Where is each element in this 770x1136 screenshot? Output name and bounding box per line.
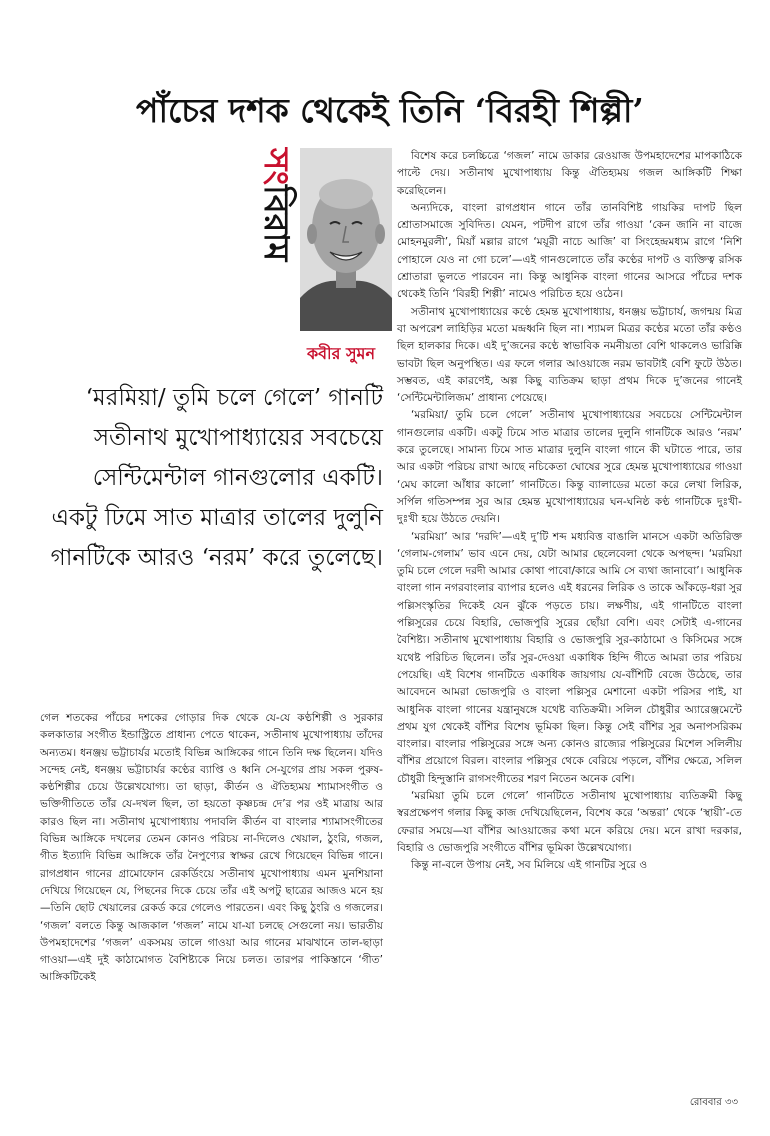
portrait-illustration [300, 148, 392, 331]
section-label [256, 148, 296, 261]
paragraph: গেল শতকের পাঁচের দশকের গোড়ার দিক থেকে যে-যে কণ্ঠশিল্পী ও সুরকার কলকাতার সংগীত ইন্ডাস্ট্রিতে প্রাধান্য পেতে থাকেন, সতীনাথ মুখোপাধ্যায় তাঁদের অন্যতম। ধনঞ্জয় ভট্টাচার্যর মতোই বিভিন্ন আঙ্গিকের গানে তিনি দক্ষ ছিলেন। যদিও সন্দেহ নেই, ধনঞ্জয় ভট্টাচার্যর কণ্ঠের ব্যাপ্তি ও ধ্বনি সে-যুগের প্রায় সকল পুরুষ-কণ্ঠশিল্পীর চেয়ে উল্লেখযোগ্য। তা ছাড়া, কীর্তন ও ঐতিহ্যময় শ্যামাসংগীত ও ভক্তিগীতিতে তাঁর যে-দখল ছিল, তা হয়তো কৃষ্ণচন্দ্র দে’র পর ওই মাত্রায় আর কারও ছিল না। সতীনাথ মুখোপাধ্যায় পদাবলি কীর্তন বা বাংলার শ্যামাসংগীতের বিভিন্ন আঙ্গিকে দখলের তেমন কোনও পরিচয় না-দিলেও খেয়াল, ঠুংরি, গজল, গীত ইত্যাদি বিভিন্ন আঙ্গিকে তাঁর নৈপুণ্যের স্বাক্ষর রেখে গিয়েছেন বিভিন্ন গানে। রাগপ্রধান গানের গ্রামোফোন রেকর্ডিংয়ে সতীনাথ মুখোপাধ্যায় এমন মুনশিয়ানা দেখিয়ে গিয়েছেন যে, পিছনের দিকে চেয়ে তাঁর এই অপটু ছাত্রের আজও মনে হয়—তিনি ছোট খেয়ালের রেকর্ড করে গেলেও পারতেন। এবং কিছু ঠুংরি ও গজলের। ‘গজল’ বলতে কিন্তু আজকাল ‘গজল’ নামে যা-যা চলছে সেগুলো নয়। ভারতীয় উপমহাদেশের ‘গজল’ একসময় তালে গাওয়া আর গানের মাঝখানে তাল-ছাড়া গাওয়া—এই দুই কাঠামোগত বৈশিষ্ট্যকে নিয়ে চলত। তারপর পাকিস্তানে ‘গীত’ আঙ্গিকটিকেই [40, 712, 383, 984]
paragraph: ‘মরমিয়া’ আর ‘দরদি’—এই দু’টি শব্দ মধ্যবিত্ত বাঙালি মানসে একটা অতিরিক্ত ‘গেলাম-গেলাম’ ভাব এনে দেয়, যেটা আমার ছেলেবেলা থেকে অপছন্দ। ‘মরমিয়া তুমি চলে গেলে দরদী আমার কোথা পাবো/কারে আমি সে ব্যথা জানাবো’। আধুনিক বাংলা গান নগরবাংলার ব্যাপার হলেও এই ধরনের লিরিক ও তাকে আঁকড়ে-ধরা সুর পল্লিসংস্কৃতির দিকেই যেন ঝুঁকে পড়তে চায়। লক্ষণীয়, এই গানটিতে বাংলা পল্লিসুরের চেয়ে বিহারি, ভোজপুরি সুরের ছোঁয়া বেশি। এবং সেটাই এ-গানের বৈশিষ্ট্য। সতীনাথ মুখোপাধ্যায় বিহারি ও ভোজপুরি সুর-কাঠামো ও কিসিমের সঙ্গে যথেষ্ট পরিচিত ছিলেন। তাঁর সুর-দেওয়া একাধিক হিন্দি গীতে আমরা তার পরিচয় পেয়েছি। এই বিশেষ গানটিতে একাধিক জায়গায় যে-বাঁশিটি বেজে উঠেছে, তার আবেদনে আমরা ভোজপুরি ও বাংলা পল্লিসুর মেশানো একটা পরিসর পাই, যা আধুনিক বাংলা গানের যন্ত্রানুষঙ্গে যথেষ্ট ব্যতিক্রমী। সলিল চৌধুরীর অ্যারেঞ্জমেন্টে প্রথম যুগ থেকেই বাঁশির বিশেষ ভূমিকা ছিল। কিন্তু সেই বাঁশির সুর অনাপসরিকম বাংলার। বাংলার পল্লিসুরের সঙ্গে অন্য কোনও রাজ্যের পল্লিসুরের মিশেল সলিলীয় বাঁশির প্রয়োগে বিরল। বাংলার পল্লিসুর থেকে বেরিয়ে পড়লে, বাঁশির ক্ষেত্রে, সলিল চৌধুরী হিন্দুস্তানি রাগসংগীতের শরণ নিতেন অনেক বেশি। [397, 530, 742, 785]
section-label-rest: বিরাম [256, 185, 296, 262]
pull-quote: ‘মরমিয়া/ তুমি চলে গেলে’ গানটি সতীনাথ মুখোপাধ্যায়ের সবচেয়ে সেন্টিমেন্টাল গানগুলোর একটি। একটু ঢিমে সাত মাত্রার তালের দুলুনি গানটিকে আরও ‘নরম’ করে তুলেছে। [50, 385, 383, 571]
body-column-left [40, 710, 383, 987]
paragraph: ‘মরমিয়া তুমি চলে গেলে’ গানটিতে সতীনাথ মুখোপাধ্যায় ব্যতিক্রমী কিছু স্বরপ্রক্ষেপণ গলার কিছু কাজ দেখিয়েছিলেন, বিশেষ করে ‘অন্তরা’ থেকে ‘স্থায়ী’-তে ফেরার সময়ে—যা বাঁশির আওয়াজের কথা মনে করিয়ে দেয়। মনে রাখা দরকার, বিহারি ও ভোজপুরি সংগীতে বাঁশির ভূমিকা উল্লেখযোগ্য। [397, 789, 742, 854]
headline: পাঁচের দশক থেকেই তিনি ‘বিরহী শিল্পী’ [136, 91, 644, 131]
paragraph: অন্যদিকে, বাংলা রাগপ্রধান গানে তাঁর তানবিশিষ্ট গায়কির দাপট ছিল শ্রোতাসমাজে সুবিদিত। যেমন, পটদীপ রাগে তাঁর গাওয়া ‘কেন জানি না বাজে মোহনমুরলী’, মিয়াঁ মল্লার রাগে ‘ময়ূরী নাচে আজি’ বা সিংহেন্দ্রমধ্যম রাগে ‘নিশি পোহালে যেও না গো চলে’—এই গানগুলোতে তাঁর কণ্ঠের দাপট ও ব্যক্তিত্ব রসিক শ্রোতারা ভুলতে পারবেন না। কিন্তু আধুনিক বাংলা গানের আসরে পাঁচের দশক থেকেই তিনি ‘বিরহী শিল্পী’ নামেও পরিচিত হয়ে ওঠেন। [397, 201, 742, 301]
author-photo [300, 148, 392, 331]
body-column-right [397, 148, 742, 874]
byline: কবীর সুমন [306, 344, 375, 363]
page-footer: রোববার ৩৩ [689, 1097, 738, 1108]
paragraph: ‘মরমিয়া/ তুমি চলে গেলে’ সতীনাথ মুখোপাধ্যায়ের সবচেয়ে সেন্টিমেন্টাল গানগুলোর একটি। একটু ঢিমে সাত মাত্রার তালের দুলুনি গানটিকে আরও ‘নরম’ করে তুলেছে। সামান্য ঢিমে সাত মাত্রার দুলুনি বাংলা গানে কী ঘটাতে পারে, তার আর একটা পরিচয় রাখা আছে নচিকেতা ঘোষের সুরে হেমন্ত মুখোপাধ্যায়ের গাওয়া ‘মেঘ কালো আঁধার কালো’ গানটিতে। কিন্তু ব্যালাডের মতো করে লেখা লিরিক, সর্পিল গতিসম্পন্ন সুর আর হেমন্ত মুখোপাধ্যায়ের ঘন-ঘনিষ্ঠ কণ্ঠ গানটিকে দুঃখী-দুঃখী হয়ে উঠতে দেয়নি। [397, 409, 742, 526]
paragraph: সতীনাথ মুখোপাধ্যায়ের কণ্ঠে হেমন্ত মুখোপাধ্যায়, ধনঞ্জয় ভট্টাচার্য, জগন্ময় মিত্র বা অপরেশ লাহিড়ির মতো মন্দ্রধ্বনি ছিল না। শ্যামল মিত্রর কণ্ঠের মতো তাঁর কণ্ঠও ছিল হালকার দিকে। এই দু’জনের কণ্ঠে স্বাভাবিক নমনীয়তা বেশি থাকলেও ভারিক্কি ভাবটা ছিল অনুপস্থিত। এর ফলে গলার আওয়াজে নরম ভাবটাই বেশি ফুটে উঠত। সম্ভবত, এই কারণেই, অল্প কিছু ব্যতিক্রম ছাড়া প্রথম দিকে দু’জনের গানেই ‘সেন্টিমেন্টালিজম’ প্রাধান্য পেয়েছে। [397, 305, 742, 405]
paragraph: কিন্তু না-বলে উপায় নেই, সব মিলিয়ে এই গানটির সুরে ও [411, 859, 648, 872]
paragraph: বিশেষ করে চলচ্চিত্রে ‘গজল’ নামে ডাকার রেওয়াজ উপমহাদেশের মাপকাঠিকে পাল্টে দেয়। সতীনাথ মুখোপাধ্যায় কিন্তু ঐতিহ্যময় গজল আঙ্গিকটি শিক্ষা করেছিলেন। [397, 150, 742, 197]
section-label-prefix: সং [256, 148, 296, 186]
